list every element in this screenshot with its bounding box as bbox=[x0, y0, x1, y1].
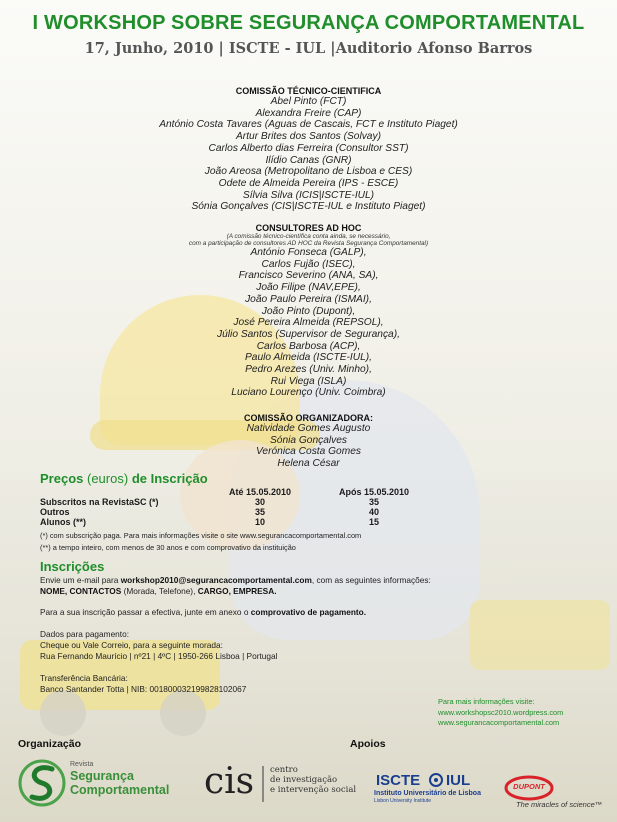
more-info bbox=[438, 697, 563, 729]
insc-payment-cheque: Cheque ou Vale Correio, para a seguinte morada: bbox=[40, 640, 223, 650]
price-after: 15 bbox=[368, 517, 379, 527]
price-row-label: Subscritos na RevistaSC (*) bbox=[40, 497, 159, 507]
iscte-logo bbox=[374, 772, 484, 806]
insc-transfer: Transferência Bancária: bbox=[40, 673, 128, 683]
apoios-label: Apoios bbox=[350, 738, 386, 750]
iscte-line1: Instituto Universitário de Lisboa bbox=[374, 790, 481, 797]
adhoc-consultants bbox=[0, 223, 617, 399]
technical-committee bbox=[0, 86, 617, 213]
adhoc-member: Carlos Barbosa (ACP), bbox=[256, 340, 361, 352]
adhoc-member: Luciano Lourenço (Univ. Coimbra) bbox=[231, 387, 386, 399]
adhoc-heading: CONSULTORES AD HOC bbox=[255, 223, 362, 233]
page-title: I WORKSHOP SOBRE SEGURANÇA COMPORTAMENTAL bbox=[32, 12, 585, 34]
price-row-label: Outros bbox=[40, 507, 70, 517]
organizing-heading: COMISSÃO ORGANIZADORA: bbox=[244, 413, 373, 423]
more-info-label: Para mais informações visite: bbox=[438, 697, 535, 706]
adhoc-member: José Pereira Almeida (REPSOL), bbox=[233, 317, 384, 329]
cis-line1: centro bbox=[270, 765, 298, 775]
adhoc-member: Júlio Santos (Supervisor de Segurança), bbox=[217, 328, 400, 340]
technical-committee-member: Ilídio Canas (GNR) bbox=[265, 154, 352, 166]
contact-email[interactable]: workshop2010@segurancacomportamental.com bbox=[120, 575, 312, 585]
adhoc-member: João Pinto (Dupont), bbox=[261, 305, 356, 317]
price-col-after: Após 15.05.2010 bbox=[338, 487, 410, 497]
price-row bbox=[40, 497, 460, 507]
technical-committee-member: Sílvia Silva (ICIS|ISCTE-IUL) bbox=[242, 189, 375, 201]
price-header-row bbox=[40, 487, 460, 497]
price-before: 10 bbox=[254, 517, 265, 527]
insc-address: Rua Fernando Maurício | nº21 | 4ºC | 1950-266 Lisboa | Portugal bbox=[40, 651, 278, 661]
adhoc-note-2: com a participação de consultores AD HOC da Revista Segurança Comportamental) bbox=[188, 240, 429, 247]
price-row-label: Alunos (**) bbox=[40, 517, 86, 527]
iscte-emblem-icon bbox=[429, 773, 443, 787]
link-wordpress[interactable]: www.workshopsc2010.wordpress.com bbox=[438, 707, 564, 717]
adhoc-member: João Filipe (NAV,EPE), bbox=[256, 282, 361, 294]
organizing-member: Helena César bbox=[277, 458, 340, 470]
price-row bbox=[40, 517, 460, 527]
technical-committee-member: Odete de Almeida Pereira (IPS - ESCE) bbox=[218, 177, 399, 189]
rsc-revista: Revista bbox=[70, 761, 94, 768]
insc-line-fields: NOME, CONTACTOS (Morada, Telefone), CARGO, EMPRESA. bbox=[40, 586, 277, 596]
rsc-line2: Comportamental bbox=[70, 783, 170, 797]
iscte-line2: Lisbon University Institute bbox=[374, 798, 431, 804]
insc-line-email: Envie um e-mail para workshop2010@segurancacomportamental.com, com as seguintes informações: bbox=[40, 575, 431, 585]
insc-payment-heading: Dados para pagamento: bbox=[40, 629, 130, 639]
price-before: 30 bbox=[254, 497, 265, 507]
rsc-line1: Segurança bbox=[70, 769, 134, 783]
prices-title-b: de Inscrição bbox=[131, 471, 208, 486]
rsc-logo bbox=[18, 755, 168, 810]
technical-committee-member: Artur Brites dos Santos (Solvay) bbox=[236, 131, 381, 143]
price-row bbox=[40, 507, 460, 517]
technical-committee-member: João Areosa (Metropolitano de Lisboa e CES) bbox=[204, 166, 413, 178]
prices-title-a: Preços bbox=[40, 471, 84, 486]
price-before: 35 bbox=[254, 507, 265, 517]
adhoc-member: Carlos Fujão (ISEC), bbox=[261, 258, 356, 270]
link-website[interactable]: www.segurancacomportamental.com bbox=[438, 718, 560, 727]
organizing-member: Verónica Costa Gomes bbox=[256, 446, 361, 458]
technical-committee-member: António Costa Tavares (Aguas de Cascais, FCT e Instituto Piaget) bbox=[159, 119, 458, 131]
adhoc-member: Pedro Arezes (Univ. Minho), bbox=[245, 364, 372, 376]
adhoc-member: João Paulo Pereira (ISMAI), bbox=[245, 293, 372, 305]
price-note-1: (*) com subscrição paga. Para mais informações visite o site www.segurancacomportamental.com bbox=[40, 531, 362, 540]
technical-committee-member: Abel Pinto (FCT) bbox=[270, 96, 347, 107]
adhoc-member: Paulo Almeida (ISCTE-IUL), bbox=[244, 352, 372, 364]
price-after: 40 bbox=[368, 507, 379, 517]
price-col-before: Até 15.05.2010 bbox=[228, 487, 292, 497]
organizing-committee bbox=[0, 413, 617, 470]
inscricoes-title: Inscrições bbox=[40, 559, 105, 574]
price-table bbox=[40, 487, 460, 527]
dupont-tagline: The miracles of science™ bbox=[516, 800, 603, 809]
prices-title-unit: (euros) bbox=[87, 471, 129, 486]
iscte-left: ISCTE bbox=[376, 772, 421, 789]
cis-line3: e intervenção social bbox=[270, 785, 357, 795]
cis-line2: de investigação bbox=[270, 775, 338, 785]
technical-committee-member: Sónia Gonçalves (CIS|ISCTE-IUL e Instituto Piaget) bbox=[191, 201, 426, 213]
price-note-2: (**) a tempo inteiro, com menos de 30 anos e com comprovativo da instituição bbox=[40, 543, 296, 552]
adhoc-member: Rui Viega (ISLA) bbox=[270, 375, 347, 387]
organizing-member: Natividade Gomes Augusto bbox=[246, 423, 371, 434]
adhoc-note-1: (A comissão técnico-científica conta ainda, se necessário, bbox=[226, 233, 391, 240]
organizacao-label: Organização bbox=[18, 738, 82, 750]
price-after: 35 bbox=[368, 497, 379, 507]
technical-committee-heading: COMISSÃO TÉCNICO-CIENTIFICA bbox=[235, 86, 382, 96]
iscte-right: IUL bbox=[446, 772, 471, 789]
adhoc-member: Francisco Severino (ANA, SA), bbox=[238, 270, 379, 282]
prices-title bbox=[40, 471, 208, 486]
insc-line-proof: Para a sua inscrição passar a efectiva, junte em anexo o comprovativo de pagamento. bbox=[40, 607, 367, 617]
dupont-mark: DUPONT bbox=[513, 782, 545, 791]
cis-mark: cis bbox=[204, 761, 255, 802]
page-subtitle: 17, Junho, 2010 | ISCTE - IUL |Auditorio Afonso Barros bbox=[84, 40, 533, 57]
organizing-member: Sónia Gonçalves bbox=[269, 434, 348, 446]
cis-logo bbox=[200, 762, 360, 804]
technical-committee-member: Alexandra Freire (CAP) bbox=[255, 107, 362, 119]
insc-bank: Banco Santander Totta | NIB: 001800032199828102067 bbox=[40, 684, 247, 694]
technical-committee-member: Carlos Alberto dias Ferreira (Consultor SST) bbox=[208, 142, 409, 154]
adhoc-member: António Fonseca (GALP), bbox=[250, 247, 367, 258]
dupont-logo bbox=[500, 775, 603, 813]
